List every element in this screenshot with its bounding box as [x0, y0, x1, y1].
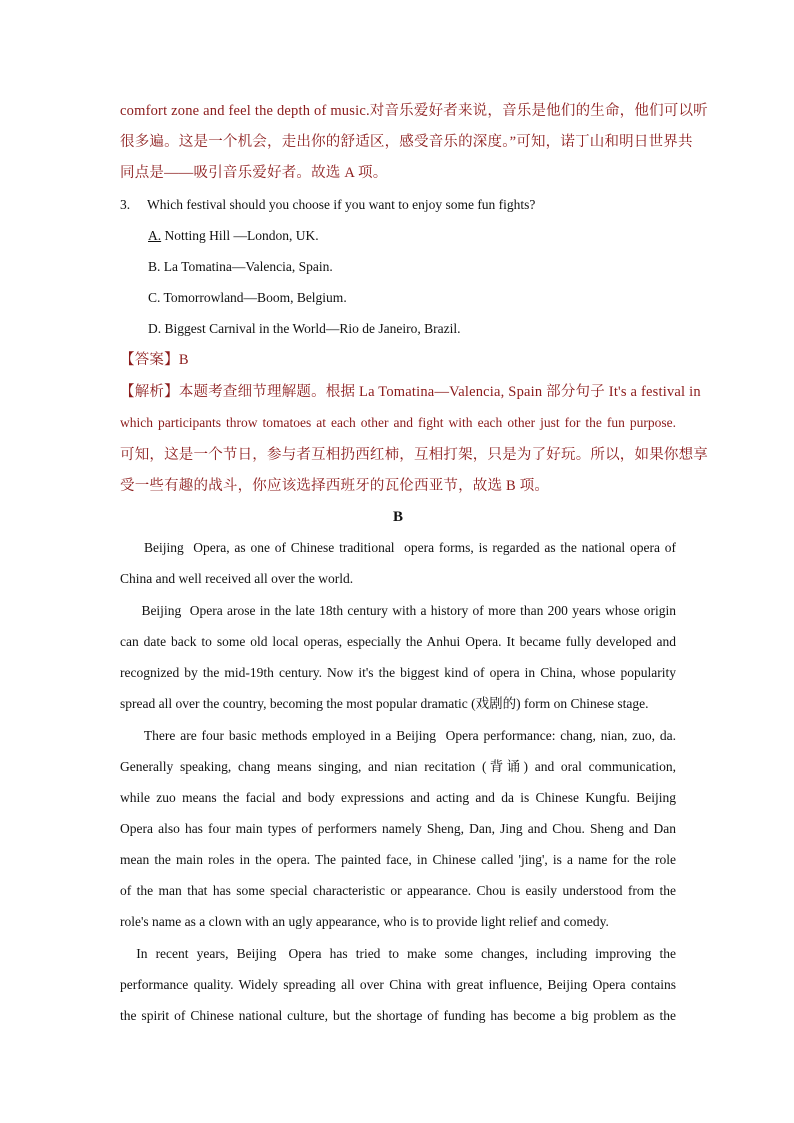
option-a-text: Notting Hill —London, UK.: [161, 228, 319, 243]
option-d-letter: D.: [148, 321, 162, 336]
paragraph-3-line-7: role's name as a clown with an ugly appearance, who is to provide light relief and comedy.: [120, 914, 609, 929]
prev-analysis-line-3: 同点是——吸引音乐爱好者。故选 A 项。: [120, 165, 388, 181]
paragraph-2-line-2: can date back to some old local operas, especially the Anhui Opera. It became fully developed and: [120, 634, 676, 649]
analysis-label: 【解析】: [120, 384, 179, 400]
prev-analysis-line-1: comfort zone and feel the depth of music.对音乐爱好者来说，音乐是他们的生命，他们可以听: [120, 103, 708, 119]
option-c: [148, 288, 676, 308]
prev-analysis-line-2: 很多遍。这是一个机会，走出你的舒适区，感受音乐的深度。”可知，诺丁山和明日世界共: [120, 134, 693, 150]
option-c-letter: C.: [148, 290, 161, 305]
answer-label: 【答案】: [120, 352, 179, 368]
analysis-line-3: 可知，这是一个节日，参与者互相扔西红柿，互相打架，只是为了好玩。所以，如果你想享: [120, 447, 708, 463]
paragraph-1-line-2: China and well received all over the world.: [120, 571, 354, 586]
analysis-text-1: 本题考查细节理解题。根据 La Tomatina—Valencia, Spain 部分句子 It's a festival in: [178, 384, 701, 400]
paragraph-3-line-6: of the man that has some special characteristic or appearance. Chou is easily understood from the: [120, 883, 676, 898]
paragraph-1-line-1: Beijing Opera, as one of Chinese traditional opera forms, is regarded as the national opera of: [120, 540, 676, 555]
analysis-line-2: which participants throw tomatoes at each other and fight with each other just for the fun purpose.: [120, 415, 676, 430]
option-d: [148, 319, 676, 339]
paragraph-3-line-2: Generally speaking, chang means singing, and nian recitation (背诵) and oral communication,: [120, 759, 676, 774]
analysis-line-4: 受一些有趣的战斗，你应该选择西班牙的瓦伦西亚节，故选 B 项。: [120, 478, 550, 494]
question-number: 3.: [120, 197, 131, 212]
paragraph-3-line-4: Opera also has four main types of performers namely Sheng, Dan, Jing and Chou. Sheng and Dan: [120, 821, 676, 836]
paragraph-4-line-2: performance quality. Widely spreading all over China with great influence, Beijing Opera contains: [120, 977, 676, 992]
section-heading-b: B: [392, 509, 403, 525]
option-d-text: Biggest Carnival in the World—Rio de Janeiro, Brazil.: [161, 321, 461, 336]
paragraph-3-line-3: while zuo means the facial and body expressions and acting and da is Chinese Kungfu. Beijing: [120, 790, 676, 805]
option-c-text: Tomorrowland—Boom, Belgium.: [160, 290, 347, 305]
paragraph-3-line-5: mean the main roles in the opera. The painted face, in Chinese called 'jing', is a name for the role: [120, 852, 676, 867]
option-b-letter: B.: [148, 259, 161, 274]
analysis-line-1: [120, 382, 701, 402]
answer-value: B: [178, 352, 189, 368]
paragraph-3-line-1: There are four basic methods employed in a Beijing Opera performance: chang, nian, zuo, da.: [120, 728, 676, 743]
answer-line: [120, 350, 676, 370]
paragraph-2-line-3: recognized by the mid-19th century. Now it's the biggest kind of opera in China, whose popularity: [120, 665, 676, 680]
paragraph-4-line-3: the spirit of Chinese national culture, but the shortage of funding has become a big problem as the: [120, 1008, 676, 1023]
question-3-stem: [120, 195, 676, 215]
question-text: Which festival should you choose if you want to enjoy some fun fights?: [147, 197, 536, 212]
paragraph-2-line-1: Beijing Opera arose in the late 18th century with a history of more than 200 years whose origin: [120, 603, 676, 618]
option-a-letter: A.: [148, 228, 162, 243]
option-b-text: La Tomatina—Valencia, Spain.: [160, 259, 333, 274]
paragraph-4-line-1: In recent years, Beijing Opera has tried to make some changes, including improving the: [120, 946, 676, 961]
option-a: [148, 226, 676, 246]
paragraph-2-line-4: spread all over the country, becoming the most popular dramatic (戏剧的) form on Chinese stage.: [120, 696, 649, 711]
option-b: [148, 257, 676, 277]
